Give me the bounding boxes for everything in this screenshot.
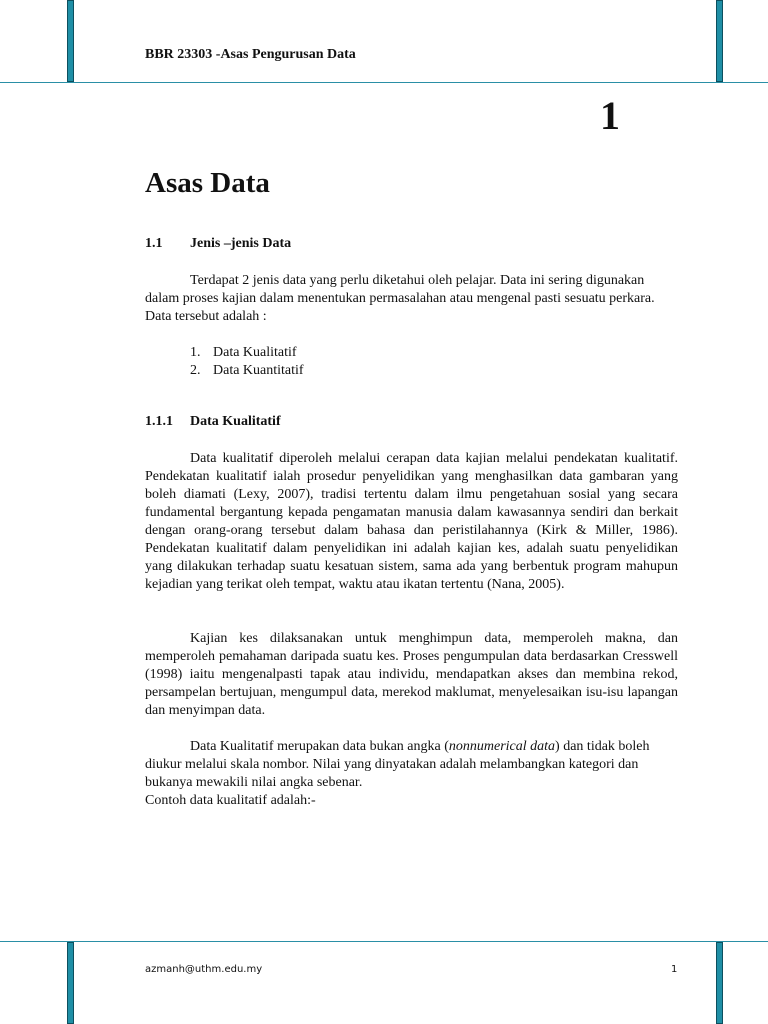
top-left-accent-bar	[67, 0, 74, 82]
footer-page-number: 1	[671, 964, 678, 975]
paragraph-kualitatif-3: Data Kualitatif merupakan data bukan angka (nonnumerical data) dan tidak boleh diukur melalui skala nombor. Nilai yang dinyatakan adalah melambangkan kategori dan bukanya mewakili nilai angka sebenar.	[145, 739, 650, 790]
data-types-list	[190, 344, 304, 380]
section-title: Data Kualitatif	[190, 414, 281, 429]
paragraph-kualitatif-1: Data kualitatif diperoleh melalui cerapan data kajian melalui pendekatan kualitatif. Pendekatan kualitatif ialah prosedur penyelidikan yang menghasilkan data gambaran yang boleh diamati (Lexy, 2007), tradisi tertentu dalam ilmu pengetahuan sosial yang secara fundamental bergantung kepada pengamatan manusia dalam kawasannya sendiri dan berkait dengan orang-orang tersebut dalam bahasa dan peristilahannya (Kirk & Miller, 1986). Pendekatan kualitatif dalam penyelidikan ini adalah kajian kes, adalah suatu penyelidikan yang dilakukan terhadap suatu kesatuan sistem, sama ada yang berbentuk program mahupun kejadian yang terikat oleh tempat, waktu atau ikatan tertentu (Nana, 2005).	[145, 451, 678, 592]
paragraph-kualitatif-2: Kajian kes dilaksanakan untuk menghimpun data, memperoleh makna, dan memperoleh pemahaman daripada suatu kes. Proses pengumpulan data berdasarkan Cresswell (1998) iaitu mengenalpasti tapak atau individu, mendapatkan akses dan membina rekod, persampelan bertujuan, mengumpul data, merekod maklumat, menyelesaikan isu-isu lapangan dan menyimpan data.	[145, 631, 678, 718]
top-right-accent-bar	[716, 0, 723, 82]
footer-rule	[0, 941, 768, 942]
header-rule	[0, 82, 768, 83]
chapter-title: Asas Data	[145, 167, 270, 199]
intro-paragraph: Terdapat 2 jenis data yang perlu diketahui oleh pelajar. Data ini sering digunakan dalam proses kajian dalam menentukan permasalahan atau mengenal pasti sesuatu perkara. Data tersebut adalah :	[145, 273, 655, 324]
chapter-number: 1	[600, 93, 620, 138]
section-number: 1.1	[145, 236, 163, 251]
section-title: Jenis –jenis Data	[190, 236, 292, 251]
list-item: 2. Data Kuantitatif	[190, 363, 304, 378]
section-heading-1-1-1	[145, 414, 281, 430]
footer-email: azmanh@uthm.edu.my	[145, 964, 263, 975]
section-number: 1.1.1	[145, 414, 173, 429]
header-title: BBR 23303 -Asas Pengurusan Data	[145, 47, 356, 62]
bottom-right-accent-bar	[716, 942, 723, 1024]
bottom-left-accent-bar	[67, 942, 74, 1024]
paragraph-kualitatif-4: Contoh data kualitatif adalah:-	[145, 793, 316, 808]
italic-term: nonnumerical data	[448, 739, 556, 754]
list-item: 1. Data Kualitatif	[190, 345, 297, 360]
section-heading-1-1	[145, 236, 291, 252]
